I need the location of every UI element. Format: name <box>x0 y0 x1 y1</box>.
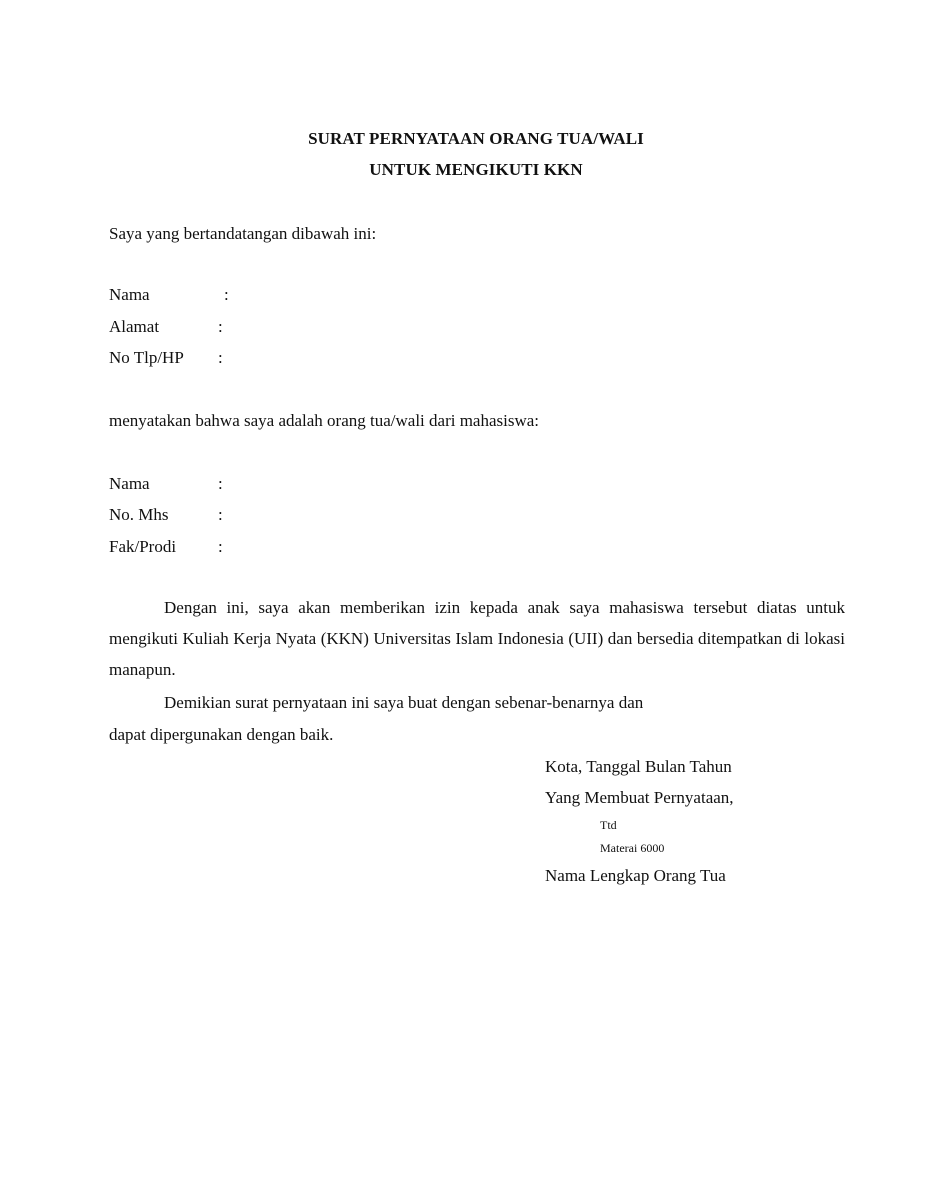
signature-placeholder: Ttd <box>600 818 617 832</box>
parent-phone-colon: : <box>218 348 223 367</box>
parent-address-label: Alamat <box>109 317 160 336</box>
closing-line-1: Demikian surat pernyataan ini saya buat dengan sebenar-benarnya dan <box>164 693 644 712</box>
maker-label: Yang Membuat Pernyataan, <box>545 788 734 807</box>
statement-text: menyatakan bahwa saya adalah orang tua/wali dari mahasiswa: <box>109 411 540 430</box>
parent-name-label: Nama <box>109 285 150 304</box>
parent-name-colon: : <box>224 285 229 304</box>
place-date: Kota, Tanggal Bulan Tahun <box>545 757 732 776</box>
student-name-colon: : <box>218 474 223 493</box>
title-line-1: SURAT PERNYATAAN ORANG TUA/WALI <box>308 129 644 148</box>
title-line-2: UNTUK MENGIKUTI KKN <box>369 160 583 179</box>
student-number-colon: : <box>218 505 223 524</box>
consent-paragraph: Dengan ini, saya akan memberikan izin kepada anak saya mahasiswa tersebut diatas untuk mengikuti Kuliah Kerja Nyata (KKN) Universitas Islam Indonesia (UII) dan bersedia ditempatkan di lokasi manapun. <box>109 598 845 679</box>
signer-name: Nama Lengkap Orang Tua <box>545 866 726 885</box>
student-faculty-label: Fak/Prodi <box>109 537 177 556</box>
student-faculty-colon: : <box>218 537 223 556</box>
parent-phone-label: No Tlp/HP <box>109 348 184 367</box>
stamp-duty-label: Materai 6000 <box>600 841 665 855</box>
intro-text: Saya yang bertandatangan dibawah ini: <box>109 224 377 243</box>
student-name-label: Nama <box>109 474 150 493</box>
closing-line-2: dapat dipergunakan dengan baik. <box>109 725 334 744</box>
parent-address-colon: : <box>218 317 223 336</box>
student-number-label: No. Mhs <box>109 505 169 524</box>
